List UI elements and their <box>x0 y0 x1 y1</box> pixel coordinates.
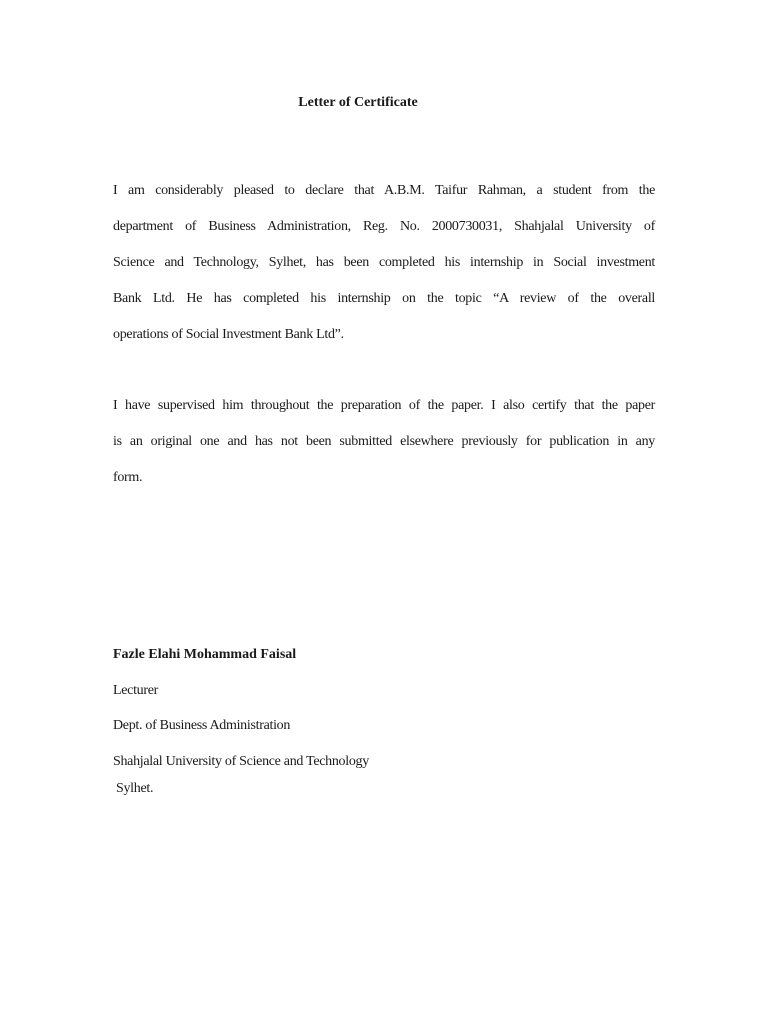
signatory-name: Fazle Elahi Mohammad Faisal <box>113 647 297 662</box>
paragraph-line: Bank Ltd. He has completed his internship on the topic “A review of the overall <box>113 291 655 306</box>
paragraph-line: I am considerably pleased to declare that A.B.M. Taifur Rahman, a student from the <box>113 183 655 198</box>
signatory-position: Lecturer <box>113 683 159 698</box>
paragraph-supervision <box>113 397 655 505</box>
document-title: Letter of Certificate <box>298 95 418 110</box>
paragraph-line: department of Business Administration, Reg. No. 2000730031, Shahjalal University of <box>113 219 655 234</box>
paragraph-line: is an original one and has not been submitted elsewhere previously for publication in any <box>113 434 655 449</box>
signatory-university: Shahjalal University of Science and Technology <box>113 754 369 769</box>
paragraph-line: Science and Technology, Sylhet, has been completed his internship in Social investment <box>113 255 655 270</box>
paragraph-line: I have supervised him throughout the preparation of the paper. I also certify that the paper <box>113 398 655 413</box>
paragraph-line: form. <box>113 470 143 485</box>
paragraph-line: operations of Social Investment Bank Ltd”. <box>113 327 344 342</box>
signatory-department: Dept. of Business Administration <box>113 718 291 733</box>
paragraph-declaration <box>113 182 655 362</box>
signatory-city: Sylhet. <box>116 781 154 796</box>
